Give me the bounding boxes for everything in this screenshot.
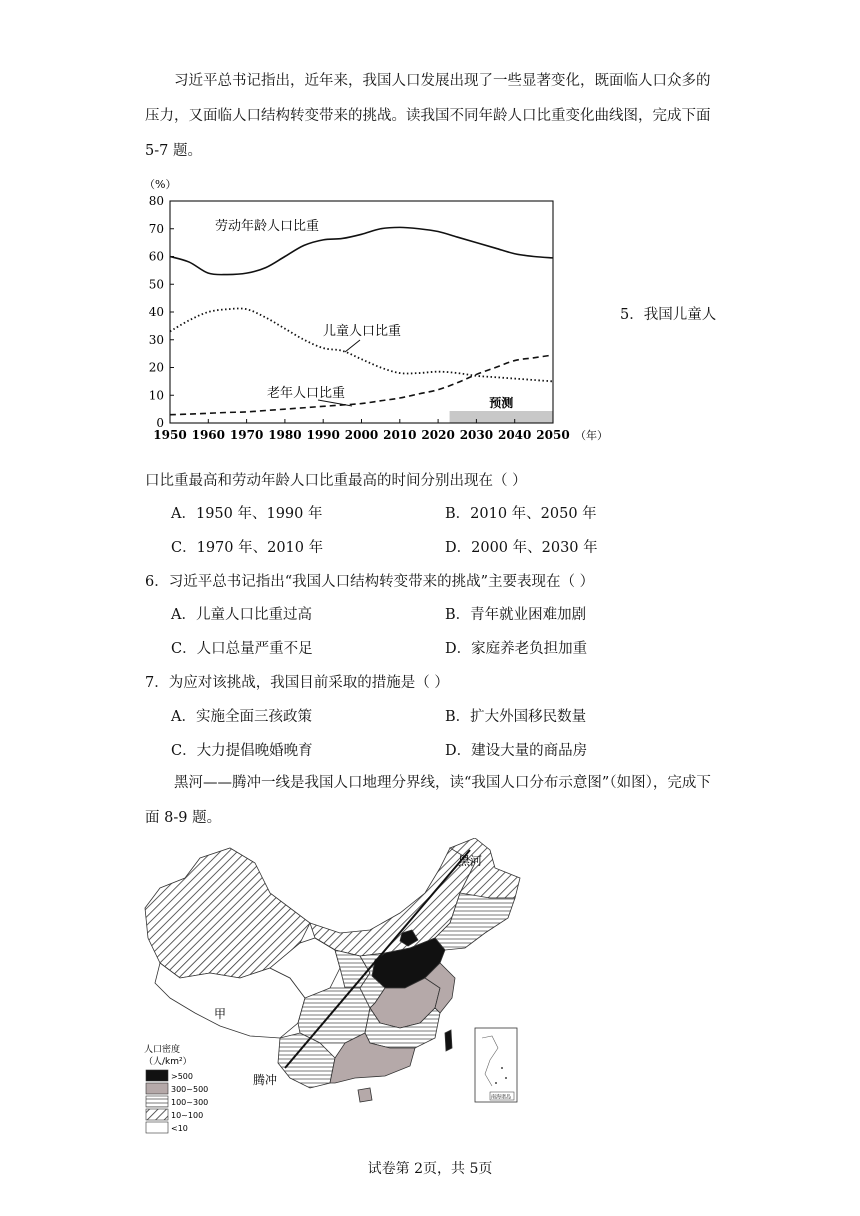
legend-swatch-lt10 — [146, 1122, 168, 1133]
legend-title: 人口密度 — [144, 1045, 181, 1055]
legend-swatch-300-500 — [146, 1083, 168, 1094]
q7-option-d[interactable]: D．建设大量的商品房 — [445, 743, 588, 759]
x-tick-label: 2010 — [383, 428, 417, 442]
population-distribution-map — [140, 838, 540, 1148]
intro-paragraph-1: 习近平总书记指出，近年来，我国人口发展出现了一些显著变化，既面临人口众多的压力，又面临人口结构转变带来的挑战。读我国不同年龄人口比重变化曲线图，完成下面 5-7 题。 — [145, 73, 711, 159]
legend-label-gt500: >500 — [171, 1072, 193, 1081]
q5-stem-part-a: 5．我国儿童人 — [620, 307, 717, 323]
x-tick-label: 1970 — [229, 428, 264, 442]
page-footer: 试卷第 2页，共 5页 — [367, 1161, 493, 1177]
label-heihe: 黑河 — [458, 854, 483, 868]
x-axis-label: （年） — [575, 429, 608, 442]
region-taiwan — [445, 1030, 452, 1051]
map-regions — [145, 838, 520, 1102]
legend-label-lt10: <10 — [171, 1124, 188, 1133]
q7-option-c[interactable]: C．大力提倡晚婚晚育 — [171, 743, 313, 759]
legend-label-300-500: 300~500 — [171, 1085, 209, 1094]
q6-option-c[interactable]: C．人口总量严重不足 — [171, 641, 313, 657]
x-tick-label: 1950 — [153, 428, 187, 442]
leader-children — [345, 340, 360, 352]
y-tick-label: 50 — [148, 277, 164, 292]
x-tick-label: 1980 — [268, 428, 302, 442]
q6-option-b[interactable]: B．青年就业困难加剧 — [445, 607, 587, 623]
south-china-sea-inset — [475, 1028, 517, 1102]
x-tick-label: 2050 — [536, 428, 570, 442]
y-tick-label: 40 — [148, 305, 164, 319]
forecast-label: 预测 — [489, 396, 514, 410]
q5-option-c[interactable]: C．1970 年、2010 年 — [171, 540, 324, 556]
region-sichuan — [298, 988, 370, 1043]
y-tick-label: 80 — [148, 194, 164, 208]
legend-label-100-300: 100~300 — [171, 1098, 209, 1107]
q6-stem: 6．习近平总书记指出“我国人口结构转变带来的挑战”主要表现在（ ） — [145, 574, 595, 590]
legend-label-10-100: 10~100 — [171, 1111, 204, 1120]
series-line-1 — [170, 227, 553, 274]
q6-option-d[interactable]: D．家庭养老负担加重 — [445, 641, 588, 657]
x-tick-label: 2040 — [497, 428, 532, 442]
q7-option-a[interactable]: A．实施全面三孩政策 — [171, 709, 312, 725]
q5-option-a[interactable]: A．1950 年、1990 年 — [171, 506, 323, 522]
x-tick-label: 1960 — [191, 428, 226, 442]
q5-option-d[interactable]: D．2000 年、2030 年 — [445, 540, 598, 556]
legend-swatch-100-300 — [146, 1096, 168, 1107]
intro-paragraph-2: 黑河——腾冲一线是我国人口地理分界线，读“我国人口分布示意图”（如图），完成下面 8-9 题。 — [145, 775, 711, 826]
inset-label: 南海诸岛 — [491, 1094, 512, 1101]
y-tick-label: 70 — [148, 221, 164, 236]
x-tick-label: 1990 — [306, 428, 340, 442]
y-axis-label: （%） — [144, 178, 177, 191]
label-tengchong: 腾冲 — [253, 1073, 278, 1087]
series-label-elderly: 老年人口比重 — [267, 386, 346, 401]
forecast-band — [450, 411, 553, 423]
legend-unit: （人/km²） — [144, 1057, 192, 1067]
series-line-2 — [170, 308, 553, 381]
q7-stem: 7．为应对该挑战，我国目前采取的措施是（ ） — [145, 675, 449, 691]
legend-swatch-gt500 — [146, 1070, 168, 1081]
x-tick-label: 2030 — [459, 428, 494, 442]
series-label-labor: 劳动年龄人口比重 — [215, 219, 320, 234]
map-legend — [144, 1043, 208, 1133]
q5-stem-part-b: 口比重最高和劳动年龄人口比重最高的时间分别出现在（ ） — [145, 473, 527, 489]
q5-option-b[interactable]: B．2010 年、2050 年 — [445, 506, 597, 522]
y-tick-label: 10 — [148, 388, 164, 403]
y-tick-label: 60 — [148, 249, 164, 264]
label-jia: 甲 — [214, 1007, 227, 1021]
q7-option-b[interactable]: B．扩大外国移民数量 — [445, 709, 587, 725]
legend-swatch-10-100 — [146, 1109, 168, 1120]
q6-option-a[interactable]: A．儿童人口比重过高 — [171, 607, 312, 623]
x-tick-label: 2000 — [344, 428, 379, 442]
y-tick-label: 0 — [156, 416, 164, 430]
x-tick-label: 2020 — [421, 428, 455, 442]
age-structure-line-chart — [140, 170, 620, 455]
region-hainan — [358, 1088, 372, 1102]
y-tick-label: 30 — [148, 332, 164, 347]
y-tick-label: 20 — [148, 360, 164, 375]
series-label-children: 儿童人口比重 — [323, 324, 402, 339]
